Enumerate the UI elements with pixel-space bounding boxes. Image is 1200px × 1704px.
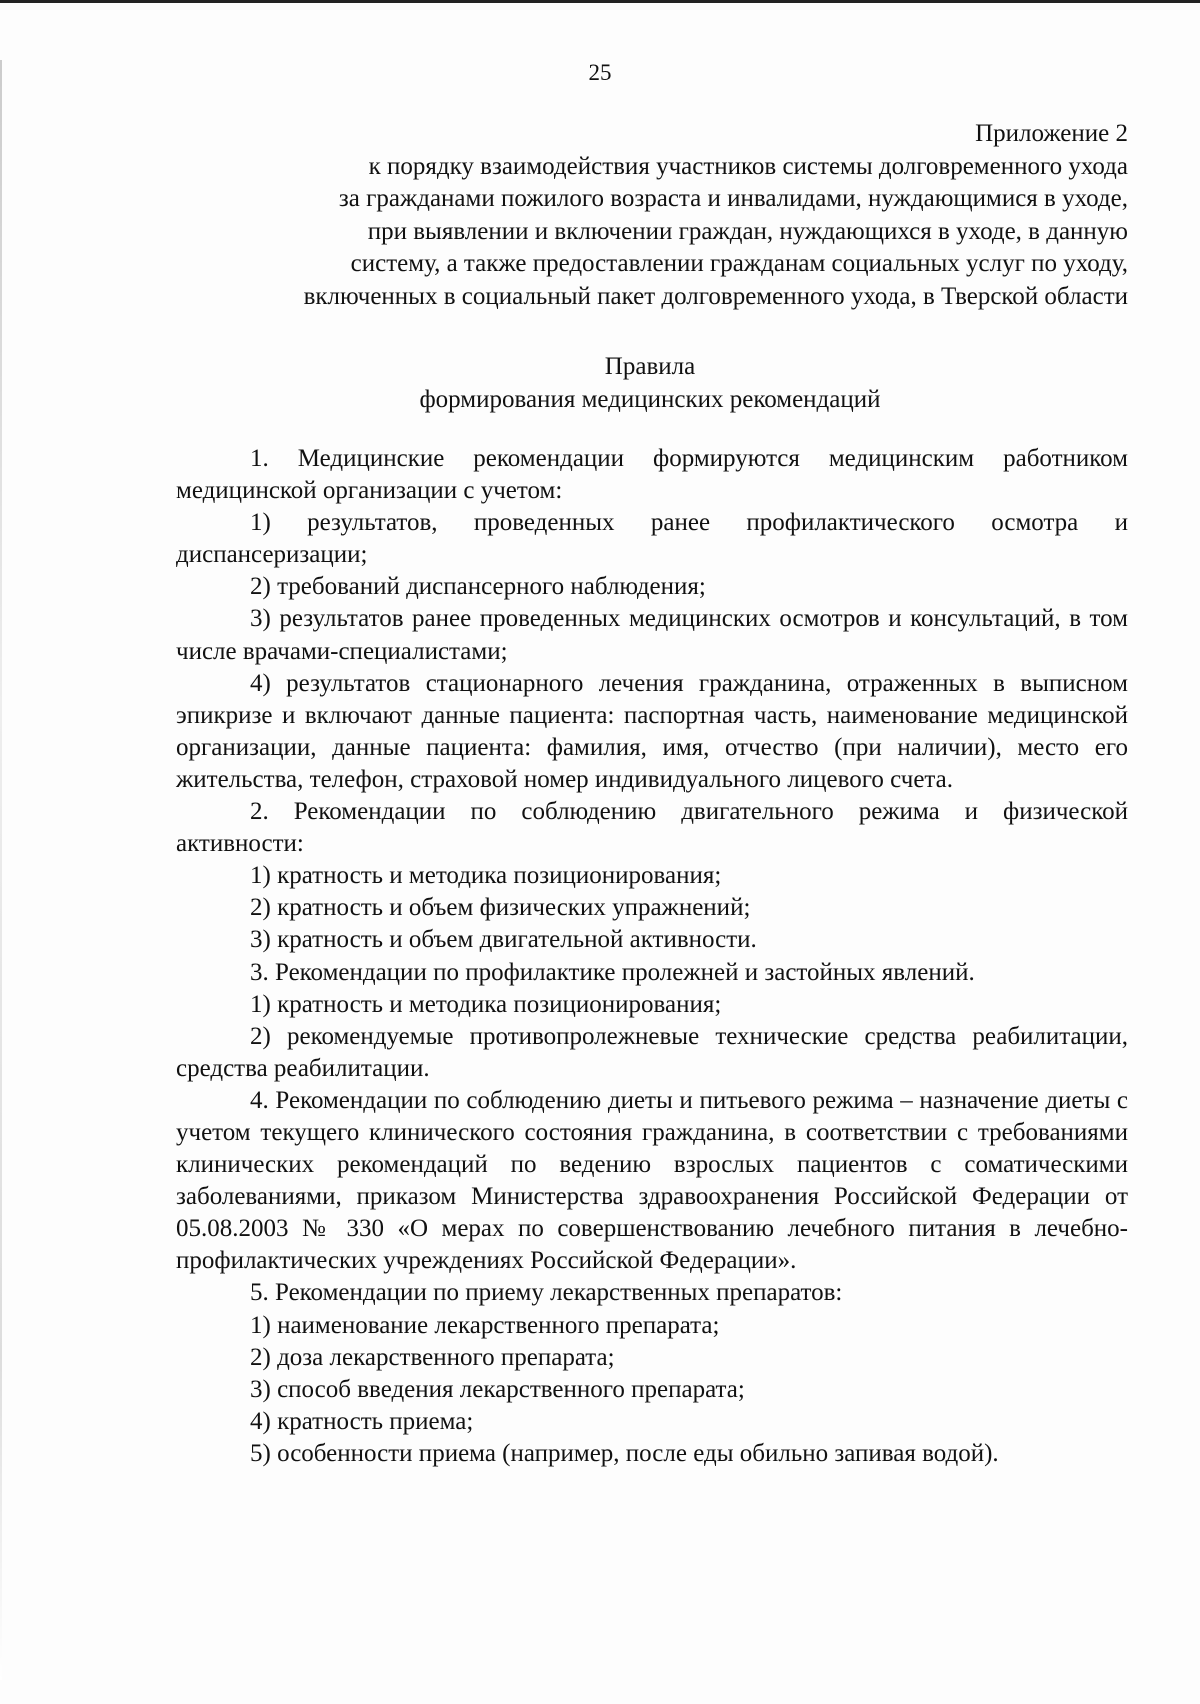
paragraph: 3) результатов ранее проведенных медицинских осмотров и консультаций, в том числе врачами-специалистами; bbox=[176, 605, 1128, 665]
paragraph: 2) требований диспансерного наблюдения; bbox=[250, 573, 706, 601]
paragraph: 3) кратность и объем двигательной активности. bbox=[250, 926, 757, 954]
title-line-2: формирования медицинских рекомендаций bbox=[419, 386, 881, 413]
paragraph: 1) наименование лекарственного препарата; bbox=[250, 1311, 720, 1339]
paragraph: 1) кратность и методика позиционирования; bbox=[250, 862, 722, 890]
paragraph: 2) рекомендуемые противопролежневые технические средства реабилитации, средства реабилитации. bbox=[176, 1022, 1128, 1082]
annex-line: к порядку взаимодействия участников системы долговременного ухода bbox=[368, 152, 1128, 180]
paragraph: 2) кратность и объем физических упражнений; bbox=[250, 894, 751, 922]
paragraph: 1. Медицинские рекомендации формируются медицинским работником медицинской организации с учетом: bbox=[176, 445, 1128, 505]
paragraph: 4. Рекомендации по соблюдению диеты и питьевого режима – назначение диеты с учетом текущего клинического состояния гражданина, в соответствии с требованиями клинических рекомендаций по ведению взрослых пациентов с соматическими заболеваниями, приказом Министерства здравоохранения Российской Федерации от 05.08.2003 № 330 «О мерах по совершенствованию лечебного питания в лечебно-профилактических учреждениях Российской Федерации». bbox=[176, 1086, 1128, 1275]
annex-line: систему, а также предоставлении гражданам социальных услуг по уходу, bbox=[350, 250, 1128, 277]
paragraph: 5) особенности приема (например, после еды обильно запивая водой). bbox=[250, 1439, 999, 1467]
paragraph: 5. Рекомендации по приему лекарственных препаратов: bbox=[250, 1279, 843, 1307]
page-number: 25 bbox=[588, 60, 612, 85]
annex-line: включенных в социальный пакет долговременного ухода, в Тверской области bbox=[303, 282, 1128, 310]
annex-header bbox=[160, 118, 1128, 313]
paragraph: 3. Рекомендации по профилактике пролежней и застойных явлений. bbox=[250, 958, 975, 986]
title-line-1: Правила bbox=[604, 353, 696, 380]
document-title bbox=[180, 350, 1120, 416]
paragraph: 4) результатов стационарного лечения гражданина, отраженных в выписном эпикризе и включают данные пациента: паспортная часть, наименование медицинской организации, данные пациента: фамилия, имя, отчество (при наличии), место его жительства, телефон, страховой номер индивидуального лицевого счета. bbox=[176, 669, 1128, 793]
paragraph: 1) кратность и методика позиционирования; bbox=[250, 990, 722, 1018]
scan-edge-shadow bbox=[0, 60, 2, 1680]
paragraph: 2. Рекомендации по соблюдению двигательного режима и физической активности: bbox=[176, 798, 1128, 858]
body-text bbox=[176, 443, 1128, 1470]
annex-heading: Приложение 2 bbox=[975, 120, 1128, 147]
annex-line: при выявлении и включении граждан, нуждающихся в уходе, в данную bbox=[367, 217, 1128, 245]
paragraph: 1) результатов, проведенных ранее профилактического осмотра и диспансеризации; bbox=[176, 509, 1128, 569]
paragraph: 2) доза лекарственного препарата; bbox=[250, 1343, 615, 1371]
scan-border-line bbox=[0, 0, 1200, 3]
paragraph: 3) способ введения лекарственного препарата; bbox=[250, 1375, 745, 1403]
paragraph: 4) кратность приема; bbox=[250, 1407, 474, 1435]
annex-line: за гражданами пожилого возраста и инвалидами, нуждающимися в уходе, bbox=[338, 185, 1128, 212]
